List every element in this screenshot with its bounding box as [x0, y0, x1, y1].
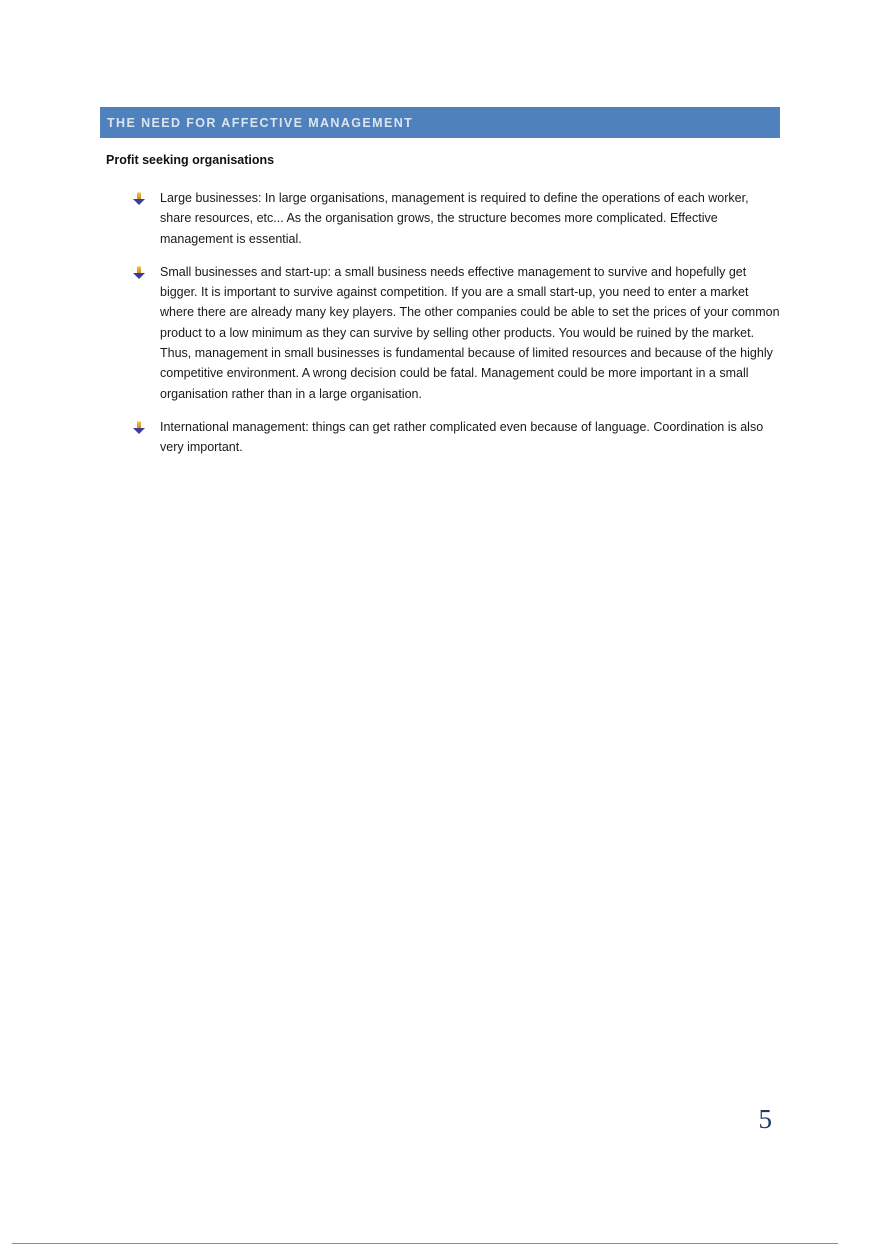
page-bottom-divider	[12, 1243, 838, 1244]
list-item	[106, 188, 780, 249]
bullet-list	[106, 188, 780, 471]
arrow-down-icon	[132, 421, 146, 435]
section-heading: THE NEED FOR AFFECTIVE MANAGEMENT	[107, 115, 414, 130]
bullet-text: Large businesses: In large organisations, management is required to define the operations of each worker, share resources, etc... As the organisation grows, the structure becomes more complicated. Effective management is essential.	[160, 191, 749, 246]
arrow-down-icon	[132, 266, 146, 280]
subheading: Profit seeking organisations	[106, 153, 275, 167]
bullet-text: Small businesses and start-up: a small business needs effective management to survive and hopefully get bigger. It is important to survive against competition. If you are a small start-up, you need to enter a market where there are already many key players. The other companies could be able to set the prices of your common product to a low minimum as they can survive by selling other products. You would be ruined by the market. Thus, management in small businesses is fundamental because of limited resources and because of the highly competitive environment. A wrong decision could be fatal. Management could be more important in a small organisation rather than in a large organisation.	[160, 264, 780, 401]
section-heading-bar	[100, 107, 780, 138]
list-item	[106, 262, 780, 404]
arrow-down-icon	[132, 192, 146, 206]
bullet-text: International management: things can get rather complicated even because of language. Coordination is also very important.	[160, 419, 764, 455]
list-item	[106, 417, 780, 458]
page-number: 5	[758, 1104, 772, 1134]
